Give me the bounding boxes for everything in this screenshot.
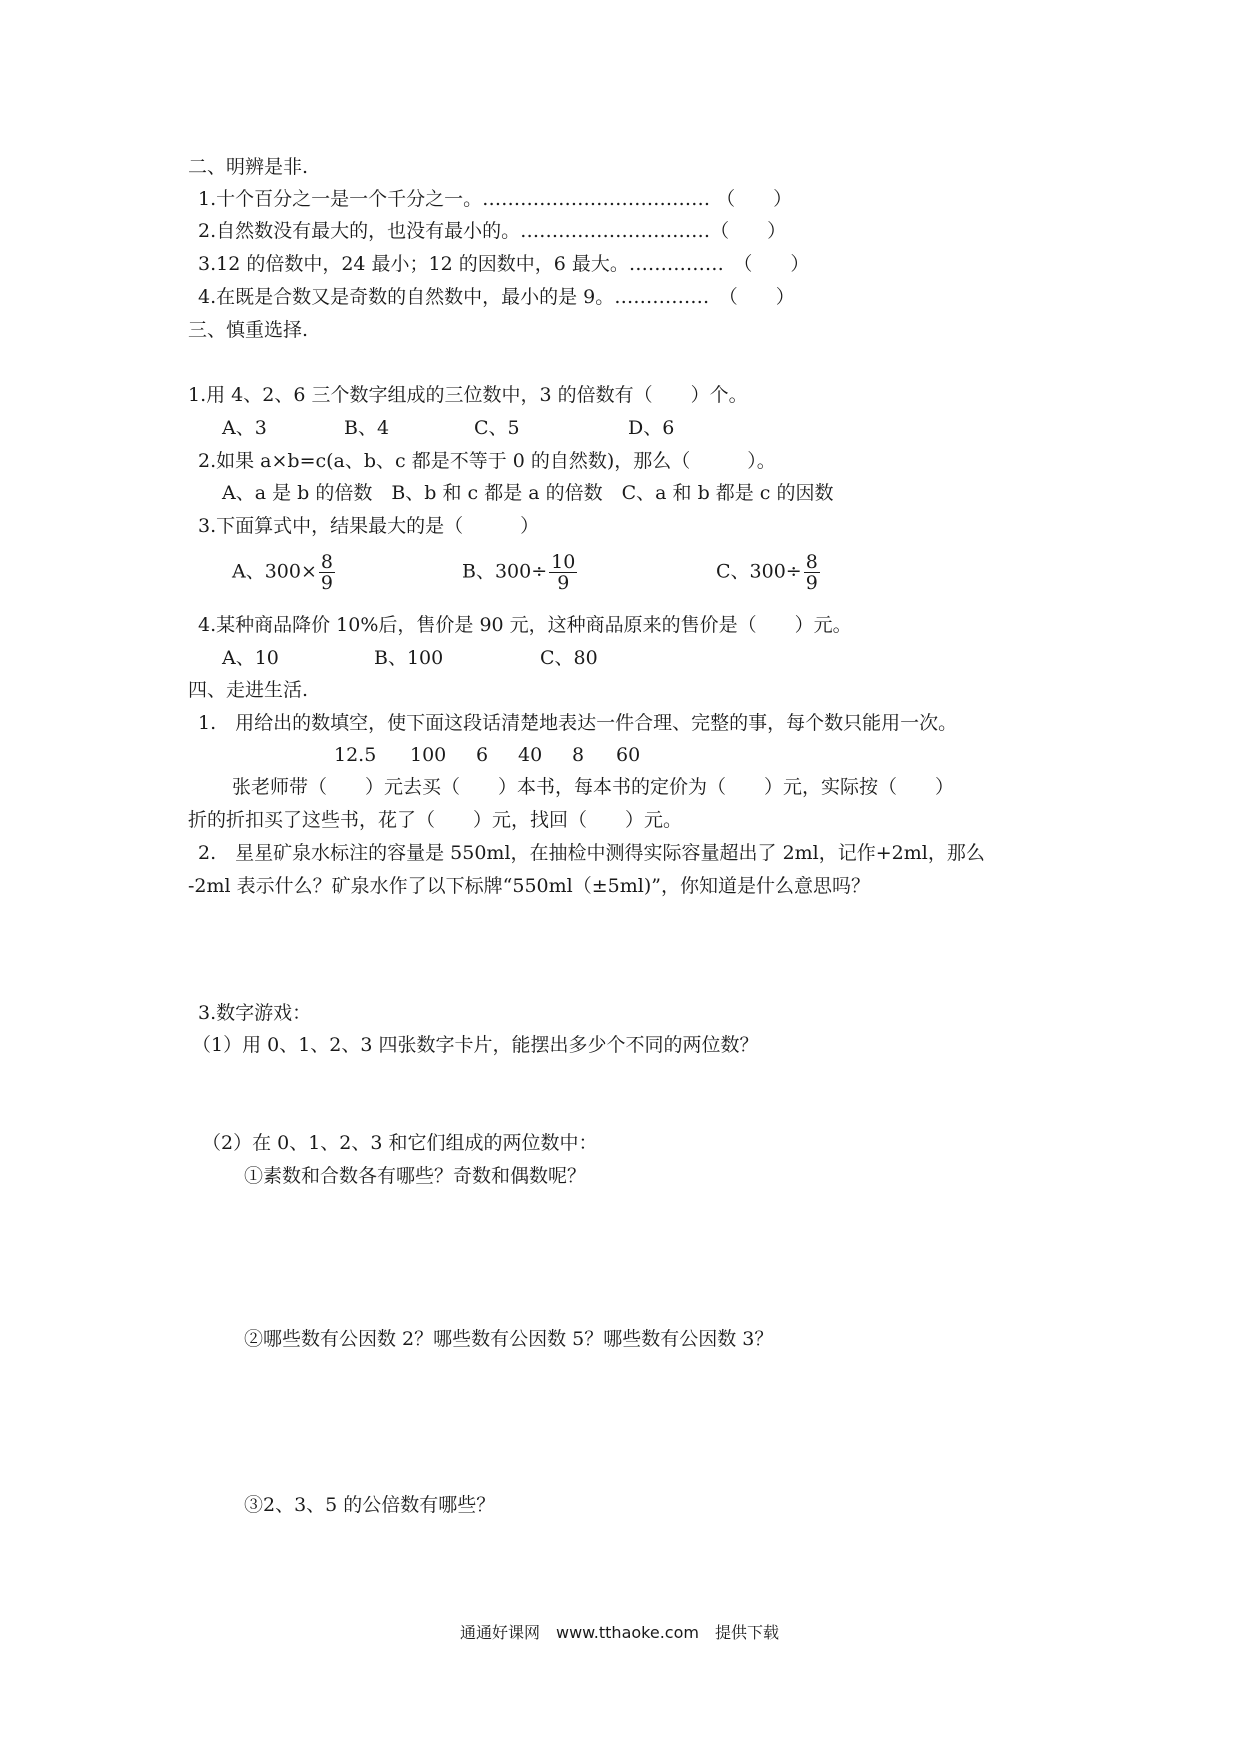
given-number-4: 40	[518, 744, 543, 766]
judge-item-4: 4.在既是合数又是奇数的自然数中，最小的是 9。…………… （ ）	[198, 286, 795, 308]
judge-item-2: 2.自然数没有最大的，也没有最小的。…………………………（ ）	[198, 220, 787, 242]
choice-q2-options: A、a 是 b 的倍数 B、b 和 c 都是 a 的倍数 C、a 和 b 都是 c 的因数	[222, 482, 834, 504]
choice-q2-stem: 2.如果 a×b=c(a、b、c 都是不等于 0 的自然数)，那么（ ）。	[198, 450, 776, 472]
choice-q1-option-b: B、4	[344, 417, 390, 439]
choice-q1-option-c: C、5	[474, 417, 520, 439]
section-3-title: 三、慎重选择.	[188, 319, 309, 341]
section-4-title: 四、走进生活.	[188, 679, 309, 701]
fraction-ten-ninths: $\frac{10}{9}$	[551, 551, 576, 594]
choice-q3-option-a	[232, 552, 335, 593]
choice-q1-option-a: A、3	[222, 417, 267, 439]
number-game-part-2c: ③2、3、5 的公倍数有哪些？	[244, 1494, 496, 1516]
number-game-part-2: （2）在 0、1、2、3 和它们组成的两位数中：	[202, 1132, 598, 1154]
choice-q3-option-c	[716, 552, 820, 593]
choice-q3-option-b	[462, 552, 577, 593]
choice-q4-option-a: A、10	[222, 647, 279, 669]
number-game-part-2b: ②哪些数有公因数 2？哪些数有公因数 5？哪些数有公因数 3？	[244, 1328, 774, 1350]
choice-q1-stem: 1.用 4、2、6 三个数字组成的三位数中，3 的倍数有（ ）个。	[188, 384, 748, 406]
fraction-eight-ninths: $\frac{8}{9}$	[320, 551, 334, 594]
life-q1-line-1: 张老师带（ ）元去买（ ）本书，每本书的定价为（ ）元，实际按（ ）	[232, 776, 955, 798]
life-q2-line-1: 2. 星星矿泉水标注的容量是 550ml，在抽检中测得实际容量超出了 2ml，记作+2ml，那么	[198, 842, 985, 864]
judge-item-1: 1.十个百分之一是一个千分之一。……………………………… （ ）	[198, 188, 793, 210]
judge-item-3: 3.12 的倍数中，24 最小；12 的因数中，6 最大。…………… （ ）	[198, 253, 810, 275]
choice-q1-option-d: D、6	[628, 417, 675, 439]
life-q1-stem: 1. 用给出的数填空，使下面这段话清楚地表达一件合理、完整的事，每个数只能用一次。	[198, 712, 958, 734]
choice-q3-stem: 3.下面算式中，结果最大的是（ ）	[198, 515, 540, 537]
section-2-title: 二、明辨是非.	[188, 156, 309, 178]
given-number-5: 8	[572, 744, 585, 766]
choice-q4-option-b: B、100	[374, 647, 444, 669]
choice-q4-stem: 4.某种商品降价 10%后，售价是 90 元，这种商品原来的售价是（ ）元。	[198, 614, 852, 636]
option-a-prefix: A、300×	[232, 560, 317, 583]
fraction-eight-ninths-2: $\frac{8}{9}$	[805, 551, 818, 594]
life-q2-line-2: -2ml 表示什么？矿泉水作了以下标牌“550ml（±5ml)”，你知道是什么意思吗？	[188, 875, 870, 897]
given-number-1: 12.5	[334, 744, 377, 766]
number-game-title: 3.数字游戏：	[198, 1002, 312, 1024]
page-footer: 通通好课网 www.tthaoke.com 提供下载	[460, 1623, 779, 1642]
number-game-part-2a: ①素数和合数各有哪些？奇数和偶数呢？	[244, 1165, 587, 1187]
option-b-prefix: B、300÷	[462, 560, 548, 583]
number-game-part-1: （1）用 0、1、2、3 四张数字卡片，能摆出多少个不同的两位数？	[192, 1034, 759, 1056]
choice-q4-option-c: C、80	[540, 647, 598, 669]
given-number-3: 6	[476, 744, 489, 766]
given-number-2: 100	[410, 744, 447, 766]
given-number-6: 60	[616, 744, 641, 766]
option-c-prefix: C、300÷	[716, 560, 802, 583]
life-q1-line-2: 折的折扣买了这些书，花了（ ）元，找回（ ）元。	[188, 809, 683, 831]
